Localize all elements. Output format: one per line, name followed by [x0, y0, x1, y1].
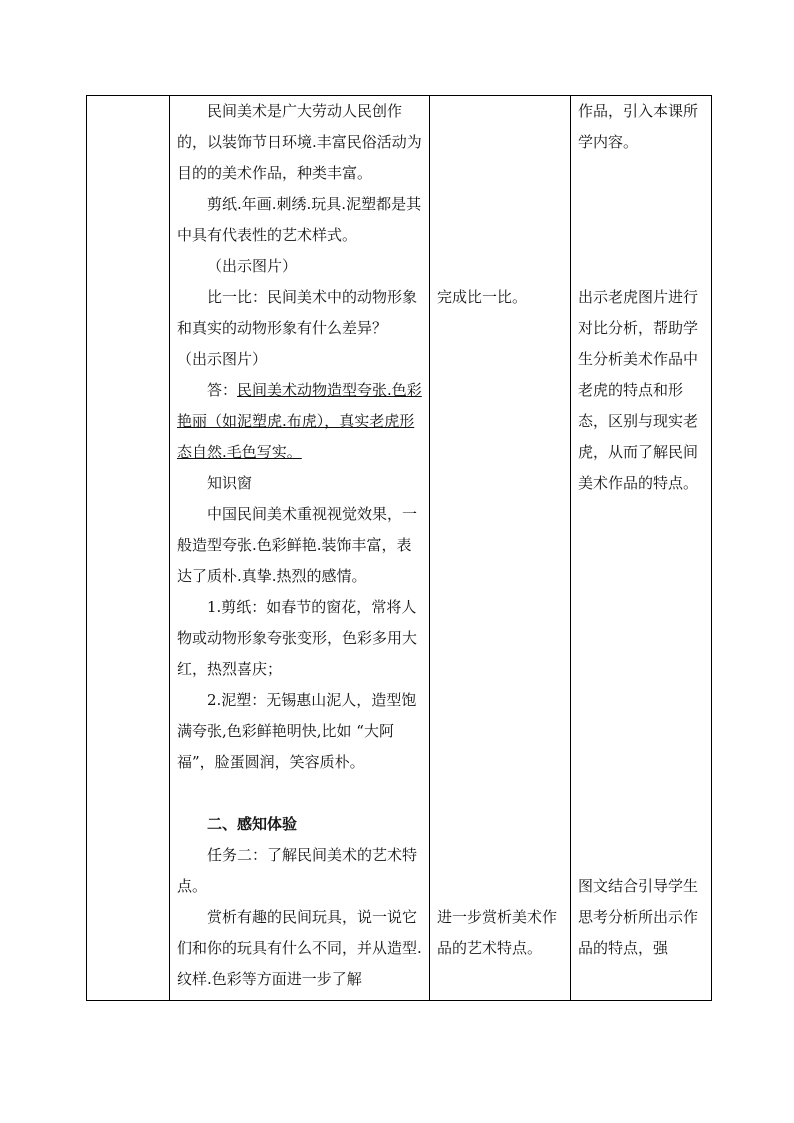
activity-compare: 完成比一比。 — [437, 288, 528, 306]
spacer — [578, 499, 705, 871]
show-picture-note-2: （出示图片） — [177, 350, 268, 368]
task-two: 任务二：了解民间美术的艺术特点。 — [177, 846, 418, 895]
lesson-plan-table — [86, 95, 712, 1001]
spacer — [177, 778, 423, 809]
design-intent-cell — [571, 96, 712, 1001]
spacer — [437, 96, 564, 282]
paragraph-art-forms: 剪纸.年画.刺绣.玩具.泥塑都是其中具有代表性的艺术样式。 — [177, 195, 422, 244]
section-heading: 二、感知体验 — [207, 815, 298, 833]
intent-intro: 作品，引入本课所学内容。 — [578, 102, 699, 151]
paragraph-folk-toys: 赏析有趣的民间玩具，说一说它们和你的玩具有什么不同，并从造型.纹样.色彩等方面进一步了解 — [177, 908, 422, 988]
paragraph-clay-sculpture: 2.泥塑：无锡惠山泥人，造型饱满夸张,色彩鲜艳明快,比如 “大阿福”，脸蛋圆润，笑容质朴。 — [177, 691, 417, 771]
answer-lead: 答： — [207, 381, 238, 399]
answer-text: 民间美术动物造型夸张.色彩艳丽（如泥塑虎.布虎），真实老虎形态自然.毛色写实。 — [177, 381, 422, 461]
paragraph-folk-art-intro: 民间美术是广大劳动人民创作的，以装饰节日环境.丰富民俗活动为目的的美术作品，种类丰富。 — [177, 102, 422, 182]
intent-guide-analysis: 图文结合引导学生思考分析所出示作品的特点，强 — [578, 877, 699, 957]
intent-tiger-comparison: 出示老虎图片进行对比分析，帮助学生分析美术作品中老虎的特点和形态，区别与现实老虎，从而了解民间美术作品的特点。 — [578, 288, 699, 492]
blank-column-cell — [87, 96, 170, 1001]
spacer — [578, 158, 705, 282]
paragraph-paper-cutting: 1.剪纸：如春节的窗花，常将人物或动物形象夸张变形，色彩多用大红，热烈喜庆； — [177, 598, 418, 678]
paragraph-compare-question: 比一比：民间美术中的动物形象和真实的动物形象有什么差异？ — [177, 288, 418, 337]
table-row — [87, 96, 712, 1001]
student-activity-cell — [430, 96, 571, 1001]
paragraph-visual-effect: 中国民间美术重视视觉效果，一般造型夸张.色彩鲜艳.装饰丰富，表达了质朴.真挚.热烈的感情。 — [177, 505, 418, 585]
knowledge-window-heading: 知识窗 — [207, 474, 253, 492]
activity-appreciate: 进一步赏析美术作品的艺术特点。 — [437, 908, 558, 957]
spacer — [437, 313, 564, 902]
paragraph-answer — [177, 375, 423, 468]
show-picture-note: （出示图片） — [207, 257, 298, 275]
teaching-content-cell — [170, 96, 430, 1001]
